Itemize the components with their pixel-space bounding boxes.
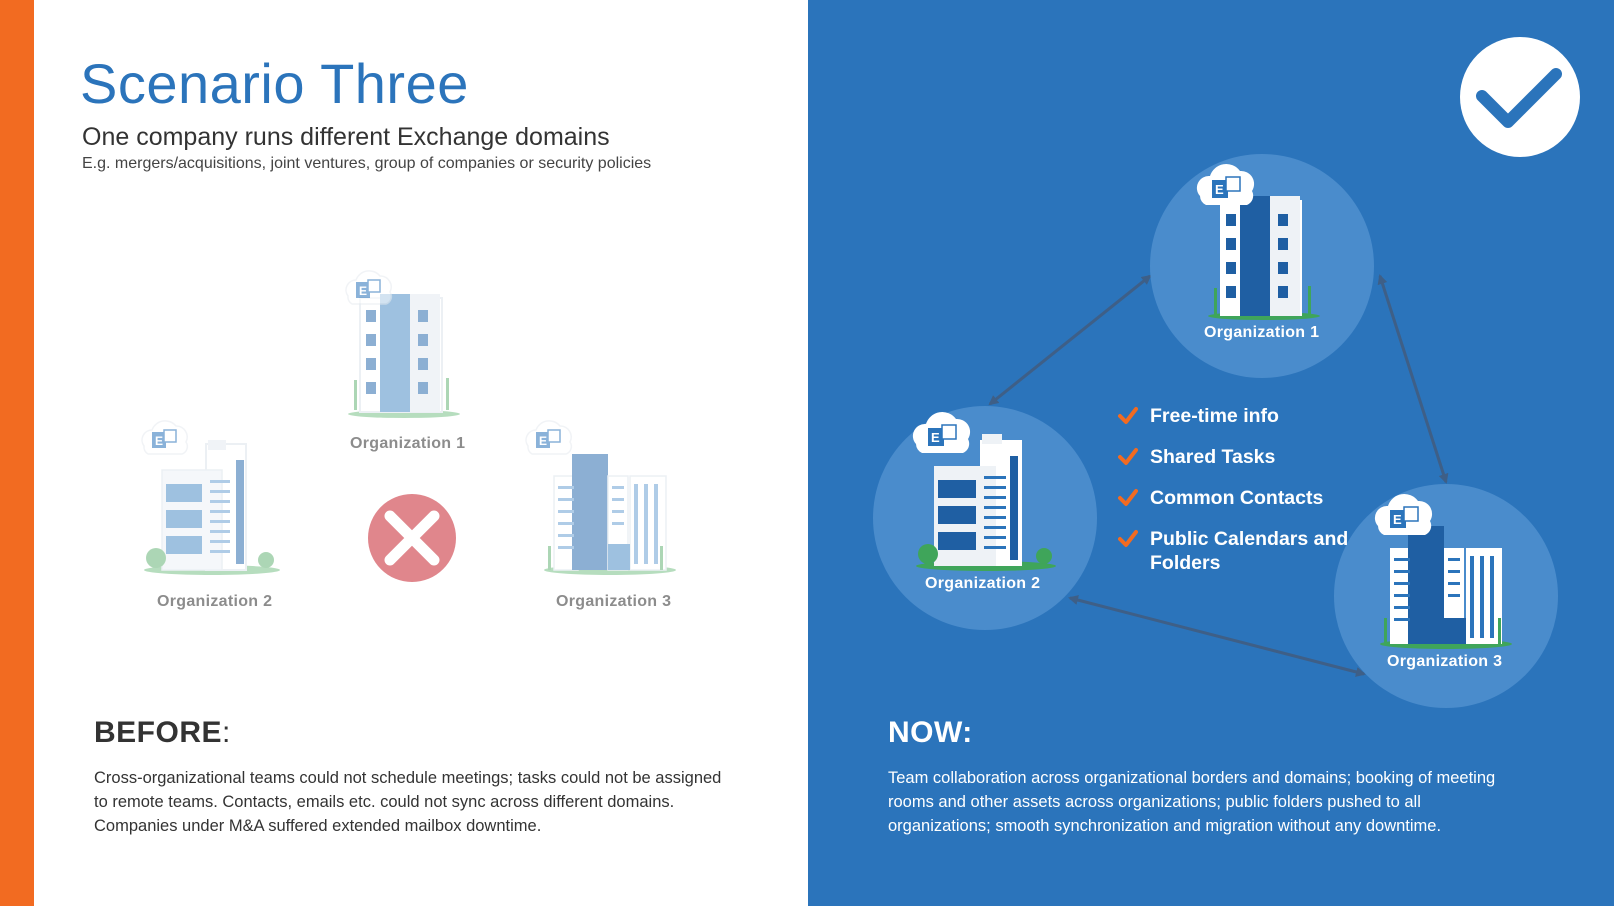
checkmark-circle-icon [1460, 37, 1580, 157]
page-title: Scenario Three [80, 52, 469, 115]
before-org1-exchange-cloud-icon [346, 271, 391, 304]
before-description: Cross-organizational teams could not schedule meetings; tasks could not be assigned to remote teams. Contacts, emails etc. could not sync across different domains. Companies under M&A suffered extended mailbox downtime. [94, 769, 722, 835]
now-org3-label: Organization 3 [1387, 653, 1503, 670]
orange-check-icon [1118, 405, 1138, 425]
before-org1-label: Organization 1 [350, 435, 466, 452]
feature-label: Shared Tasks [1150, 446, 1276, 468]
svg-text:E: E [155, 434, 164, 448]
before-org2-label: Organization 2 [157, 593, 273, 610]
before-org1-building-icon [348, 294, 460, 418]
before-org3-building-icon [544, 454, 676, 575]
svg-text:E: E [359, 284, 368, 298]
orange-check-icon [1118, 446, 1138, 466]
page-subtitle: One company runs different Exchange domains [82, 123, 610, 151]
now-heading: NOW: [888, 716, 973, 749]
feature-label: Free-time info [1150, 405, 1279, 427]
now-description: Team collaboration across organizational borders and domains; booking of meeting rooms and other assets across organizations; public folders pushed to all organizations; smooth synchronization and migration without any downtime. [888, 769, 1496, 835]
before-org3-exchange-cloud-icon [526, 421, 571, 454]
feature-item [1118, 527, 1358, 575]
before-heading-text: BEFORE [94, 716, 223, 749]
orange-check-icon [1118, 528, 1138, 548]
svg-text:E: E [1393, 512, 1402, 527]
orange-check-icon [1118, 487, 1138, 507]
before-heading-colon: : [222, 716, 231, 749]
before-org2-exchange-cloud-icon [142, 421, 187, 454]
svg-text:E: E [539, 434, 548, 448]
feature-label: Common Contacts [1150, 487, 1324, 509]
before-org2-building-icon [144, 440, 280, 575]
feature-label: Public Calendars and Folders [1150, 528, 1349, 574]
svg-text:E: E [931, 430, 940, 445]
feature-item [1118, 445, 1358, 469]
before-heading [94, 716, 231, 750]
feature-list [1118, 404, 1358, 592]
page-examples: E.g. mergers/acquisitions, joint ventures, group of companies or security policies [82, 155, 652, 172]
x-circle-icon [368, 494, 456, 582]
before-org3-label: Organization 3 [556, 593, 672, 610]
feature-item [1118, 486, 1358, 510]
feature-item [1118, 404, 1358, 428]
svg-text:E: E [1215, 182, 1224, 197]
now-org2-label: Organization 2 [925, 575, 1041, 592]
now-org1-label: Organization 1 [1204, 324, 1320, 341]
